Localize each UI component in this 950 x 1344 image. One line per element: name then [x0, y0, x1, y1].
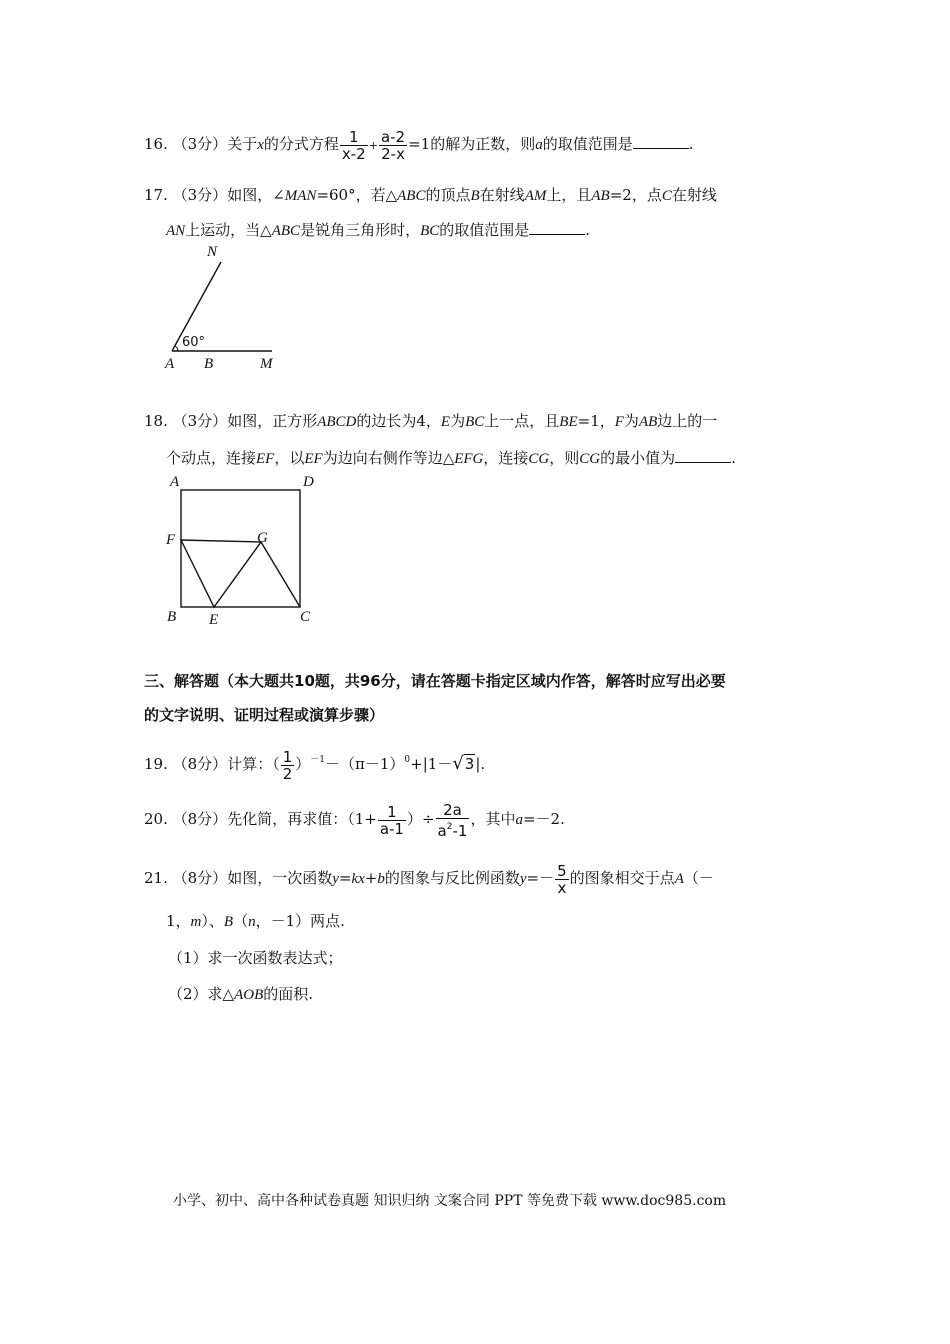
label-a: A: [170, 474, 180, 490]
answer-blank: [633, 147, 689, 149]
label-n: N: [207, 244, 218, 260]
fraction: $\frac{1}{2}$: [282, 747, 293, 783]
fraction: $\frac{5}{x}$: [557, 861, 567, 897]
segment-gc: [261, 542, 300, 607]
question-20: 20. （8分）先化简，再求值：（1+ $\frac{1}{a-1}$ ）÷ $\frac{2a}{a^2-1}$ ，其中a=－2.: [144, 800, 565, 840]
answer-blank: [675, 461, 731, 463]
question-number: 16.: [144, 135, 168, 153]
question-17-line1: 17. （3分）如图，∠MAN=60°，若△ABC的顶点B在射线AM上，且AB=2，点C在射线: [144, 186, 717, 204]
question-17: [144, 178, 717, 248]
question-19: 19. （8分）计算：（ $\frac{1}{2}$ ）$^{-1}-(\pi-1)^0+|1-√3|$.: [144, 747, 486, 783]
label-e: E: [209, 612, 219, 628]
square-abcd: [181, 490, 300, 607]
question-21: [144, 860, 714, 1013]
label-f: F: [166, 532, 176, 548]
angle-figure: [160, 240, 290, 375]
label-a: A: [165, 356, 175, 372]
question-16: 16. （3分）关于x的分式方程 $\frac{1}{x-2}$ + $\frac{a-2}{2-x}$ =1的解为正数，则a的取值范围是 .: [144, 127, 694, 163]
angle-arc: [175, 346, 178, 351]
question-21-line2: 1，m）、B（n，－1）两点.: [166, 912, 345, 930]
question-21-sub2: （2）求△AOB的面积.: [168, 985, 314, 1003]
question-18-line1: 18. （3分）如图，正方形ABCD的边长为4，E为BC上一点，且BE=1，F为AB边上的一: [144, 412, 718, 430]
square-figure: [160, 470, 325, 635]
question-17-line2: AN上运动，当△ABC是锐角三角形时，BC的取值范围是 .: [166, 221, 591, 239]
question-18-line2: 个动点，连接EF，以EF为边向右侧作等边△EFG，连接CG，则CG的最小值为 .: [166, 449, 736, 467]
sqrt-sign: √: [452, 753, 464, 774]
triangle-efg: [181, 540, 261, 607]
answer-blank: [529, 233, 585, 235]
question-21-sub1: （1）求一次函数表达式；: [168, 949, 343, 967]
label-g: G: [257, 530, 268, 546]
fraction: $\frac{1}{x-2}$: [341, 127, 366, 163]
question-21-line1: 21. （8分）如图，一次函数y=kx+b的图象与反比例函数y=－ $\frac{5}{x}$ 的图象相交于点A（－: [144, 861, 714, 897]
label-c: C: [300, 609, 311, 625]
question-score: （3分）: [172, 135, 228, 153]
fraction: $\frac{2a}{a^2-1}$: [437, 800, 468, 840]
fraction: $\frac{1}{a-1}$: [379, 802, 404, 838]
label-angle: 60°: [182, 335, 206, 350]
page-footer: 小学、初中、高中各种试卷真题 知识归纳 文案合同 PPT 等免费下载 www.doc985.com: [173, 1193, 727, 1209]
question-18: [144, 403, 736, 477]
label-b: B: [204, 356, 214, 372]
label-m: M: [260, 356, 273, 372]
section-heading: 三、解答题（本大题共10题，共96分，请在答题卡指定区域内作答，解答时应写出必要 的文字说明、证明过程或演算步骤）: [144, 672, 726, 724]
fraction: $\frac{a-2}{2-x}$: [380, 127, 406, 163]
label-b: B: [167, 609, 177, 625]
label-d: D: [303, 474, 314, 490]
